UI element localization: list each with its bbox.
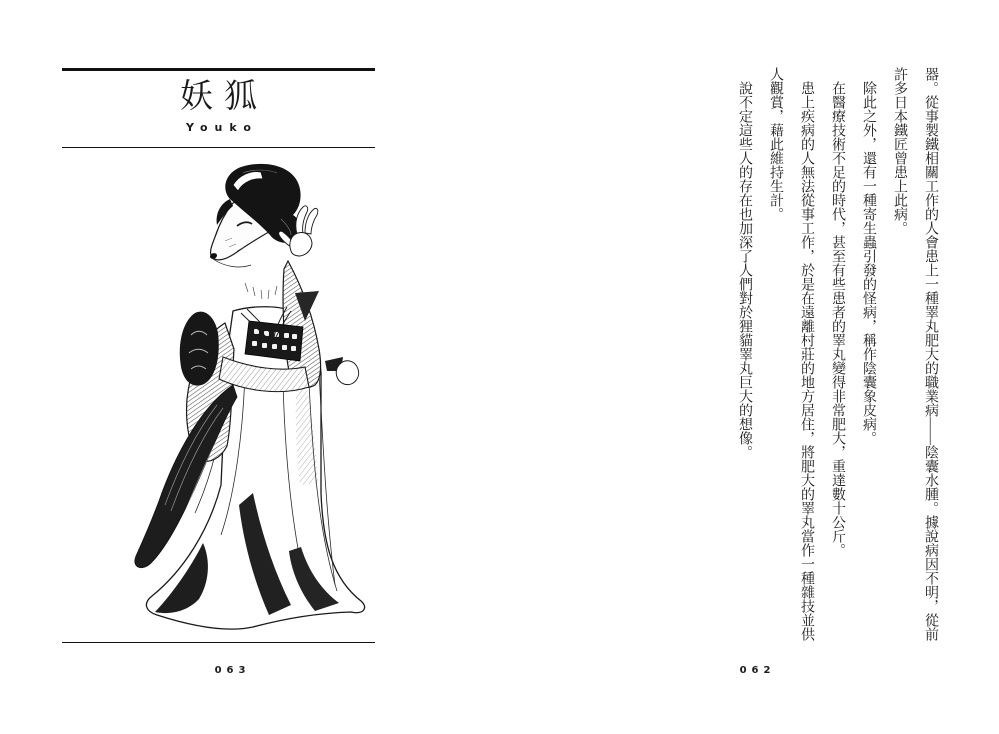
vertical-text-block — [729, 67, 946, 643]
paragraph: 在醫療技術不足的時代，甚至有些患者的睪丸變得非常肥大，重達數十公斤。 — [830, 81, 845, 557]
footer-rule — [62, 642, 375, 643]
page-number-left: 063 — [214, 665, 251, 676]
page-number-right: 062 — [739, 665, 776, 676]
paragraph: 患上疾病的人無法從事工作，於是在遠離村莊的地方居住，將肥大的睪丸當作一種雜技並供人觀賞，藉此維持生計。 — [768, 67, 814, 641]
paragraph: 器。從事製鐵相關工作的人會患上一種睪丸肥大的職業病——陰囊水腫。據說病因不明，從前許多日本鐵匠曾患上此病。 — [892, 67, 938, 641]
youko-illustration — [133, 163, 373, 643]
left-page — [0, 0, 499, 734]
page-title: 妖狐 — [179, 79, 269, 115]
header-rule-thin — [62, 147, 375, 148]
paragraph: 除此之外，還有一種寄生蟲引發的怪病，稱作陰囊象皮病。 — [861, 81, 876, 445]
paragraph: 說不定這些人的存在也加深了人們對於狸貓睪丸巨大的想像。 — [737, 81, 752, 459]
page-title-romaji: Youko — [186, 120, 258, 134]
header-rule-thick — [62, 68, 375, 71]
title-block — [62, 79, 375, 134]
